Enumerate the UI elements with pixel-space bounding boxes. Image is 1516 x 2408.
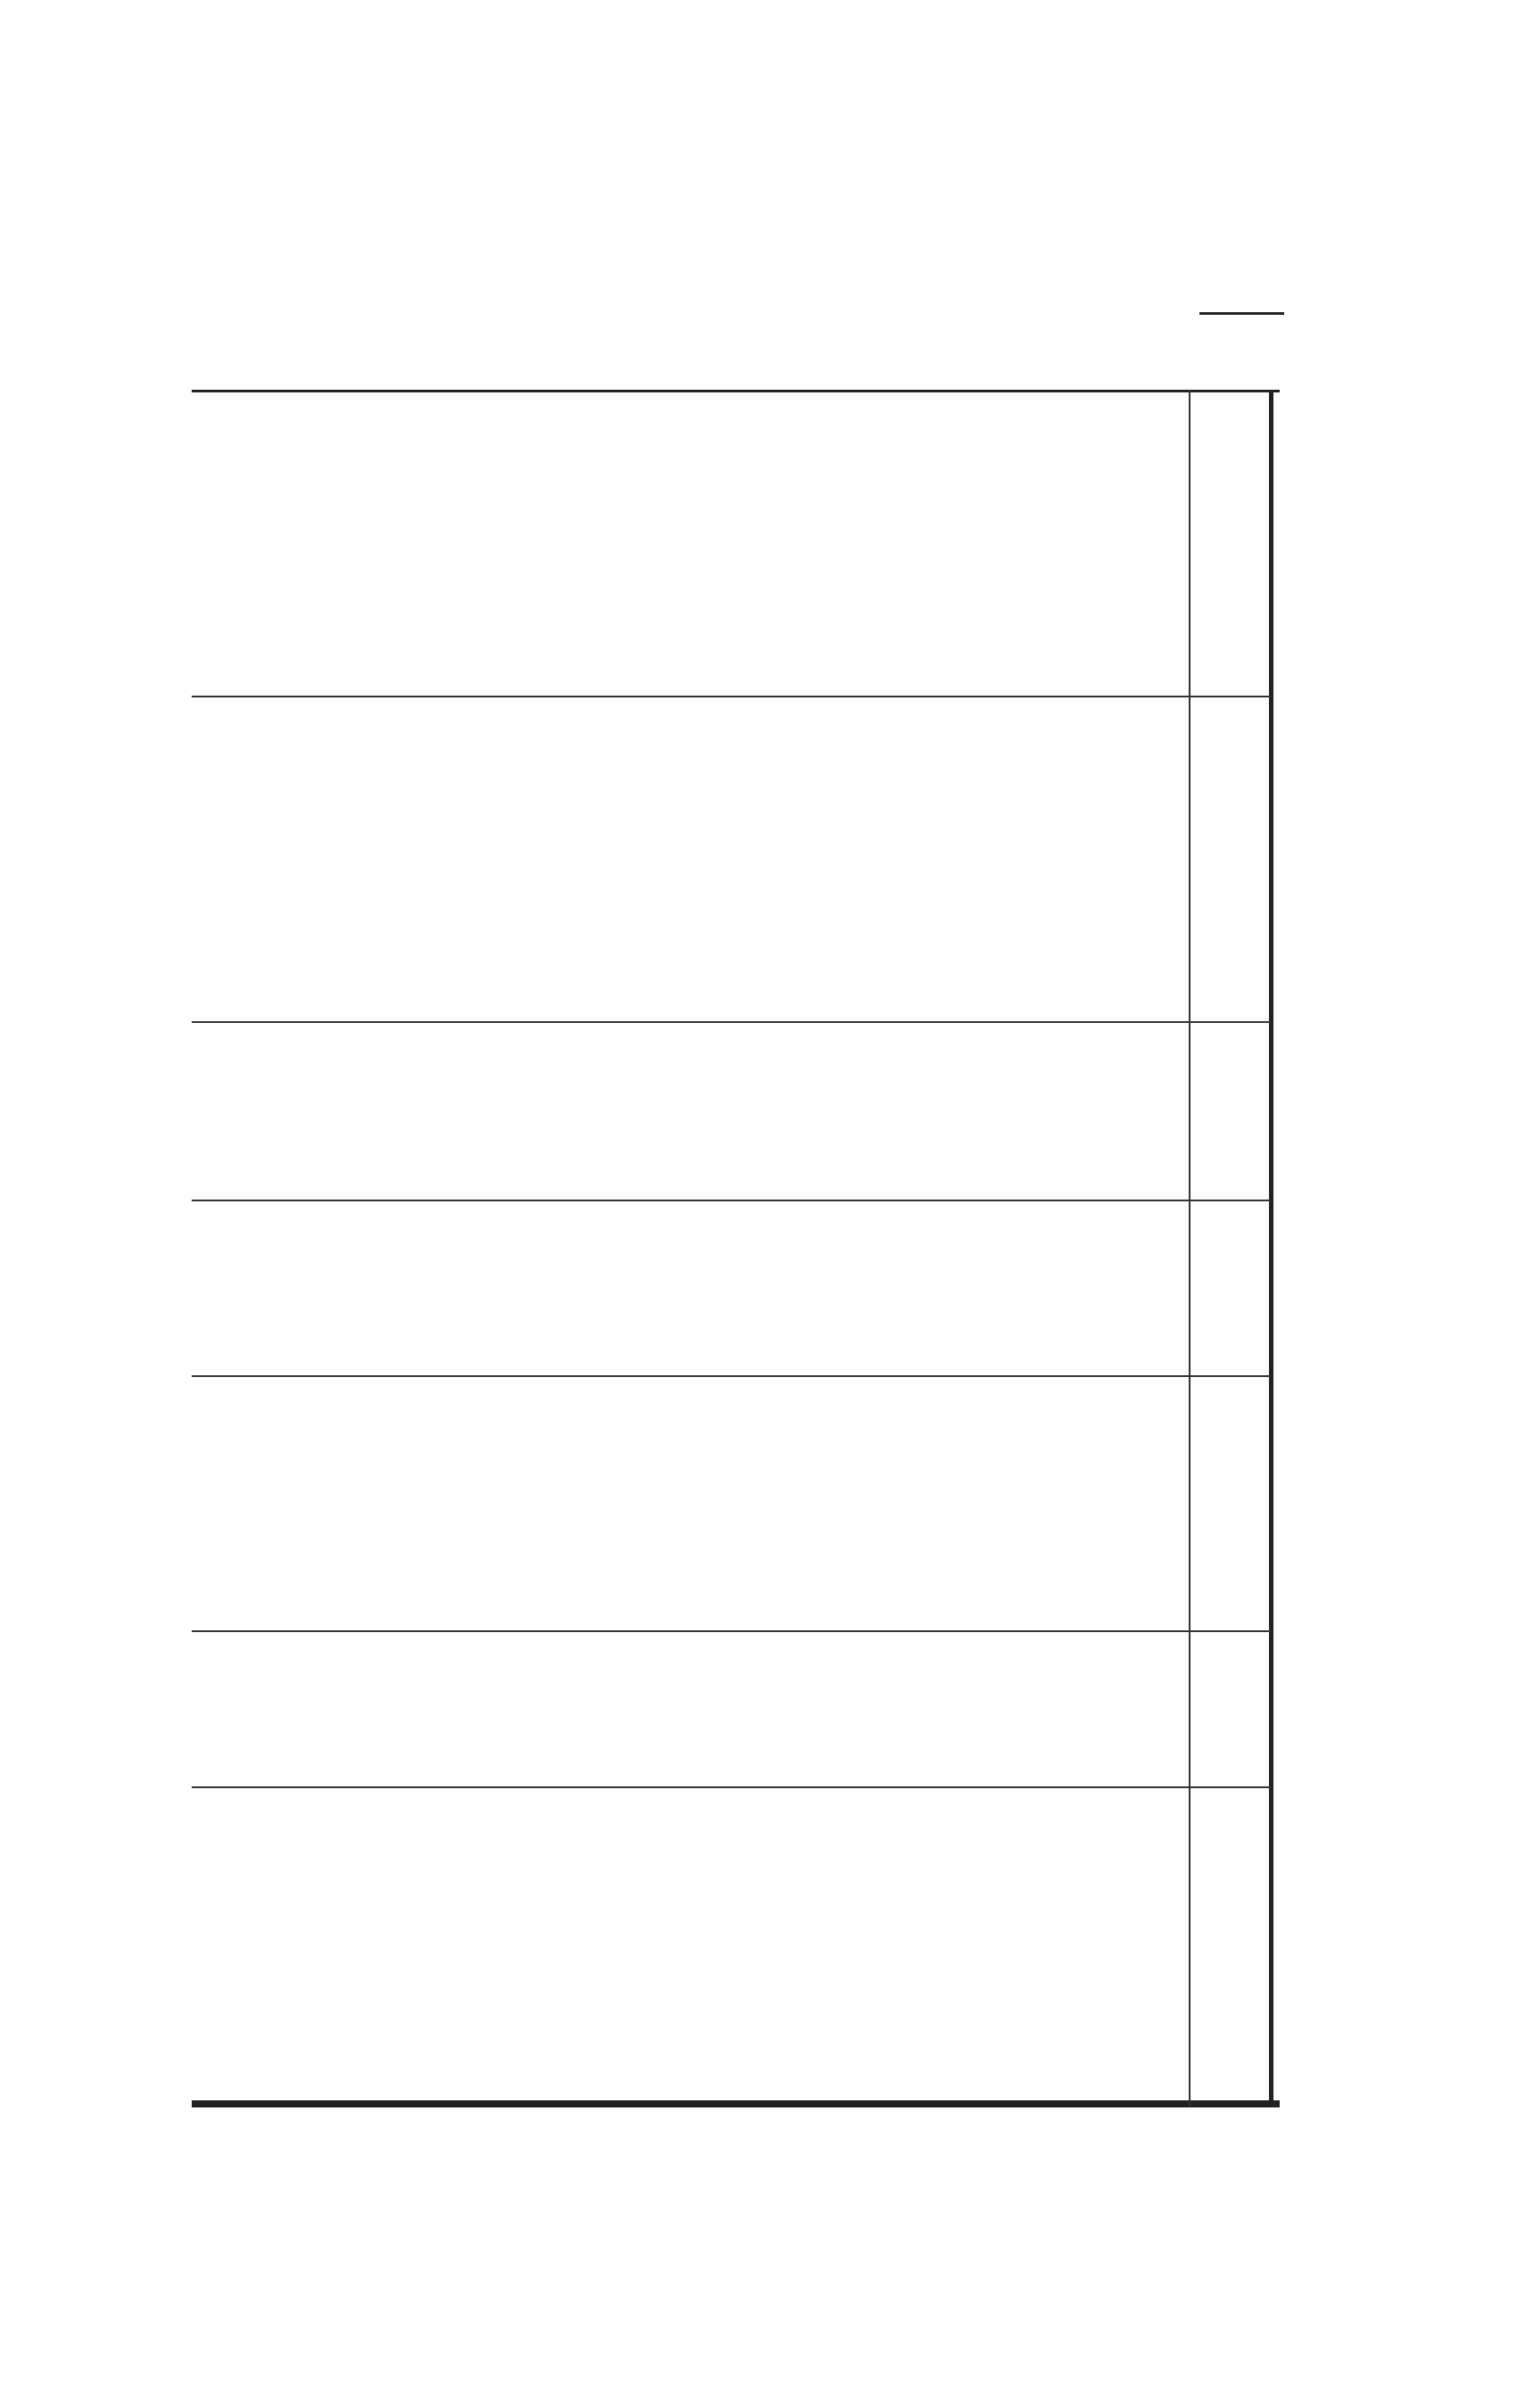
band-rule-area — [192, 1630, 1189, 1632]
table-right-rule — [1269, 390, 1273, 2106]
header-sep-2 — [1189, 1021, 1271, 1023]
table-bottom-rule — [192, 2100, 1280, 2107]
header-column-rule — [1189, 390, 1191, 2106]
band-rule-width — [192, 1375, 1189, 1377]
register-table — [192, 390, 1280, 2108]
band-rule-length — [192, 1200, 1189, 1201]
header-sep-3 — [1189, 1200, 1271, 1201]
header-sep-1 — [1189, 696, 1271, 697]
band-rule-year — [192, 696, 1189, 697]
band-rule-amount — [192, 1786, 1189, 1788]
page-number-rule — [1199, 312, 1284, 315]
header-sep-5 — [1189, 1630, 1271, 1632]
header-sep-4 — [1189, 1375, 1271, 1377]
table-top-rule — [192, 390, 1280, 392]
header-sep-6 — [1189, 1786, 1271, 1788]
band-rule-name — [192, 1021, 1189, 1023]
page-number — [1208, 278, 1280, 314]
